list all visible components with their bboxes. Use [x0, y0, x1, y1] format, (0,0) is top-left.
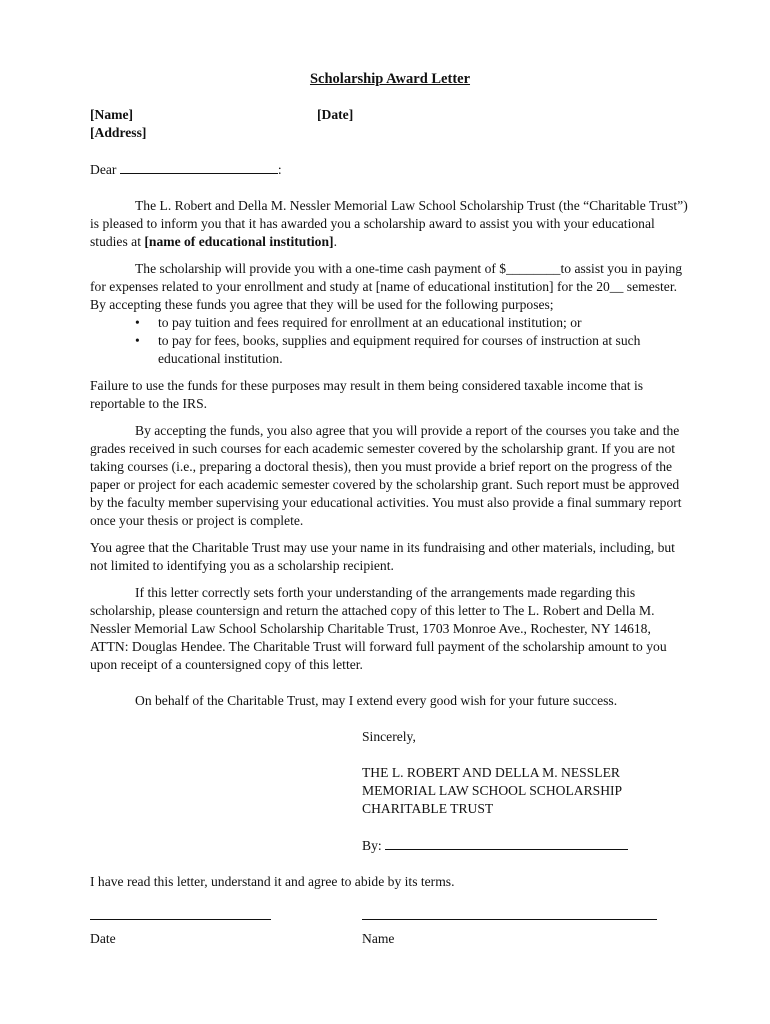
salutation-line [90, 160, 690, 179]
award-text-end: . [333, 234, 337, 249]
bullet-icon: • [135, 315, 140, 330]
signatory-block [362, 764, 690, 818]
name-label: Name [362, 931, 395, 946]
signatory-line-1: THE L. ROBERT AND DELLA M. NESSLER [362, 765, 620, 780]
paragraph-countersign: If this letter correctly sets forth your understanding of the arrangements made regarding this scholarship, please countersign and return the attached copy of this letter to The L. Robert and Della M. Nessler Memorial Law School Scholarship Charitable Trust, 1703 Monroe Ave., Rochester, NY 14618, ATTN: Douglas Hendee. The Charitable Trust will forward full payment of the scholarship amount to you upon receipt of a countersigned copy of this letter. [90, 585, 667, 672]
list-item [90, 314, 690, 332]
institution-placeholder: [name of educational institution] [144, 234, 334, 249]
paragraph-taxable: Failure to use the funds for these purposes may result in them being considered taxable income that is reportable to the IRS. [90, 378, 644, 411]
date-label: Date [90, 931, 116, 946]
letter-body [90, 70, 690, 962]
paragraph-name-use: You agree that the Charitable Trust may use your name in its fundraising and other materials, including, but not limited to identifying you as a scholarship recipient. [90, 540, 675, 573]
paragraph-payment: The scholarship will provide you with a one-time cash payment of $________to assist you in paying for expenses related to your enrollment and study at [name of educational institution] for the 20__ semester. By accepting these funds you agree that they will be used for the following purposes; [90, 261, 683, 312]
date-placeholder: [Date] [317, 107, 354, 122]
name-placeholder: [Name] [90, 107, 134, 122]
date-signature-field[interactable] [90, 918, 271, 920]
purpose-text: to pay tuition and fees required for enrollment at an educational institution; or [158, 315, 582, 330]
by-line [362, 836, 690, 855]
acknowledgement: I have read this letter, understand it and agree to abide by its terms. [90, 874, 455, 889]
by-label: By: [362, 838, 382, 853]
paragraph-award [90, 197, 690, 251]
closing: Sincerely, [362, 729, 416, 744]
purpose-list [90, 314, 690, 368]
by-signature-field[interactable] [385, 836, 628, 850]
salutation-end: : [277, 162, 282, 177]
signatory-line-2: MEMORIAL LAW SCHOOL SCHOLARSHIP [362, 783, 623, 798]
header-row [90, 106, 690, 124]
recipient-blank [120, 160, 278, 174]
paragraph-good-wishes: On behalf of the Charitable Trust, may I extend every good wish for your future success. [135, 693, 618, 708]
address-placeholder: [Address] [90, 125, 147, 140]
salutation: Dear [90, 162, 117, 177]
countersign-row [90, 918, 690, 962]
purpose-text: to pay for fees, books, supplies and equipment required for courses of instruction at such educational institution. [158, 333, 641, 366]
letter-title: Scholarship Award Letter [309, 71, 471, 87]
name-signature-field[interactable] [362, 918, 657, 920]
award-text: The L. Robert and Della M. Nessler Memorial Law School Scholarship Trust (the “Charitable Trust”) is pleased to inform you that it has awarded you a scholarship award to assist you with your educational studies at [90, 198, 688, 249]
paragraph-reporting: By accepting the funds, you also agree that you will provide a report of the courses you take and the grades received in such courses for each academic semester covered by the scholarship grant. If you are not taking courses (i.e., preparing a doctoral thesis), then you must provide a brief report on the progress of the paper or project for each academic semester covered by the scholarship grant. Such report must be approved by the faculty member supervising your educational activities. You must also provide a final summary report once your thesis or project is complete. [90, 423, 682, 528]
signatory-line-3: CHARITABLE TRUST [362, 801, 494, 816]
list-item [90, 332, 690, 368]
bullet-icon: • [135, 333, 140, 348]
